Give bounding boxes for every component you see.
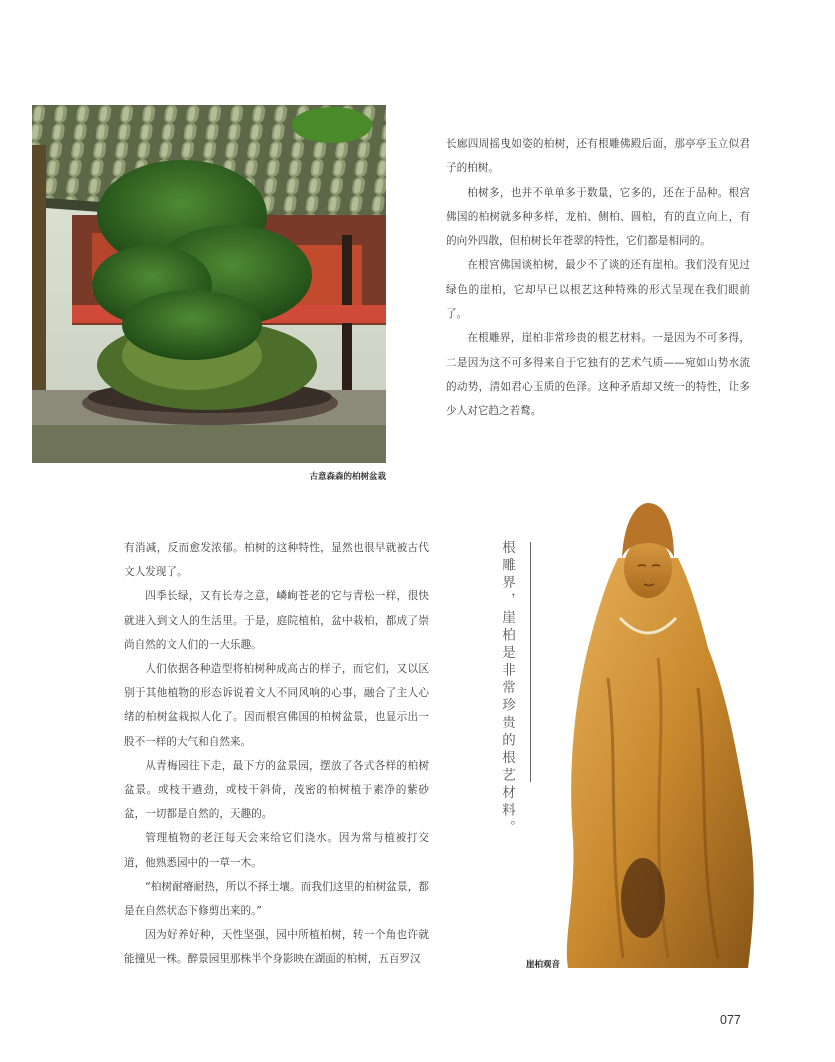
pull-quote: 根雕界，崖柏是非常珍贵的根艺材料。: [499, 540, 515, 838]
paragraph: 人们依据各种造型将柏树种成高古的样子，而它们，又以区别于其他植物的形态诉说着文人不同风响的心事，融合了主人心绪的柏树盆栽拟人化了。因而根宫佛国的柏树盆景，也显示出一股不一样的大气和自然来。: [124, 663, 429, 748]
paragraph: 柏树多，也并不单单多于数量，它多的，还在于品种。根宫佛国的柏树就多种多样，龙柏、侧柏、圆柏，有的直立向上，有的向外四散，但柏树长年苍翠的特性，它们都是相同的。: [446, 186, 750, 248]
paragraph: 因为好养好种，天性坚强，园中所植柏树，转一个角也许就能撞见一株。醉景园里那株半个身影映在湖面的柏树，五百罗汉: [124, 929, 429, 966]
paragraph: 有消减，反而愈发浓郁。柏树的这种特性，显然也很早就被古代文人发现了。: [124, 542, 429, 579]
photo-caption: 古意森森的柏树盆栽: [309, 472, 386, 482]
article-column-top: [446, 132, 750, 424]
paragraph: 从青梅园往下走，最下方的盆景园，摆放了各式各样的柏树盆景。或枝干遒劲，或枝干斜倚，茂密的柏树植于素净的紫砂盆，一切都是自然的，天趣的。: [124, 759, 429, 821]
page-number: 077: [720, 1013, 741, 1027]
statue-caption: 崖柏观音: [526, 960, 561, 970]
bonsai-photo: [32, 105, 386, 463]
article-column-bottom: [124, 536, 429, 972]
paragraph: 管理植物的老汪每天会来给它们浇水。因为常与植被打交道，他熟悉园中的一草一木。: [124, 832, 429, 869]
bonsai-illustration: [32, 105, 386, 463]
paragraph: 在根宫佛国谈柏树，最少不了谈的还有崖柏。我们没有见过绿色的崖柏，它却早已以根艺这种特殊的形式呈现在我们眼前了。: [446, 259, 750, 321]
paragraph: 在根雕界，崖柏非常珍贵的根艺材料。一是因为不可多得，二是因为这不可多得来自于它独有的艺术气质——宛如山势水流的动势，清如君心玉质的色泽。这种矛盾却又统一的特性，让多少人对它趋之若鹜。: [446, 332, 750, 418]
guanyin-statue-illustration: [548, 498, 760, 973]
paragraph: 长廊四周摇曳如姿的柏树，还有根雕佛殿后面，那亭亭玉立似君子的柏树。: [446, 138, 750, 175]
pull-quote-rule: [530, 542, 531, 782]
paragraph: “柏树耐瘠耐热，所以不择土壤。而我们这里的柏树盆景，都是在自然状态下修剪出来的。”: [124, 880, 429, 918]
statue-photo: [548, 498, 760, 973]
paragraph: 四季长绿，又有长寿之意，嶙峋苍老的它与青松一样，很快就进入到文人的生活里。于是，庭院植柏，盆中栽柏，都成了崇尚自然的文人们的一大乐趣。: [124, 590, 429, 651]
